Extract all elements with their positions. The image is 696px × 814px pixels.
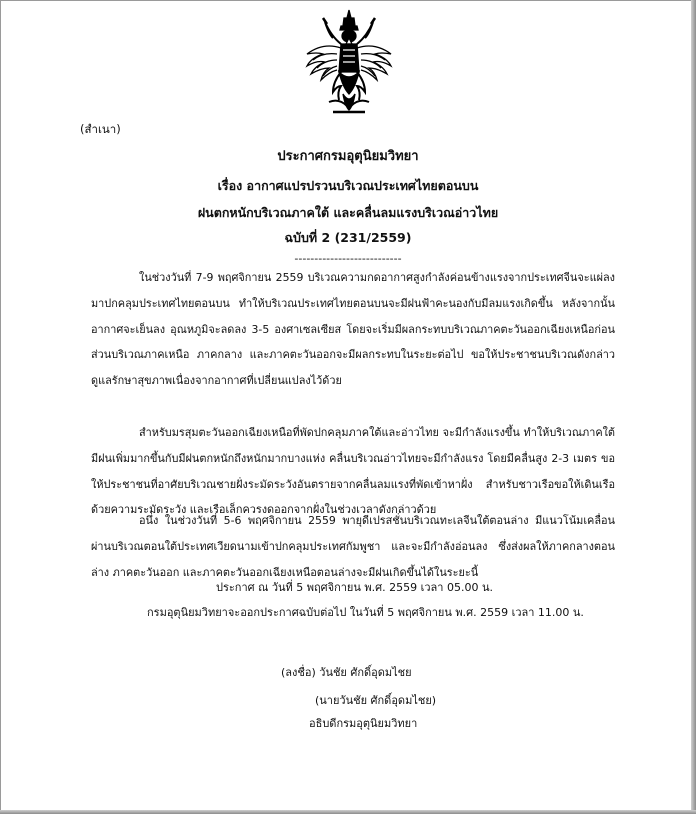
page-shadow-right	[691, 0, 696, 814]
separator-rule: ---------------------------	[294, 252, 402, 265]
paragraph-1: ในช่วงวันที่ 7-9 พฤศจิกายน 2559 บริเวณความกดอากาศสูงกำลังค่อนข้างแรงจากประเทศจีนจะแผ่ลงมาปกคลุมประเทศไทยตอนบน ทำให้บริเวณประเทศไทยตอนบนจะมีฝนฟ้าคะนองกับมีลมแรงเกิดขึ้น หลังจากนั้นอากาศจะเย็นลง อุณหภูมิจะลดลง 3-5 องศาเซลเซียส โดยจะเริ่มมีผลกระทบบริเวณภาคตะวันออกเฉียงเหนือก่อน ส่วนบริเวณภาคเหนือ ภาคกลาง และภาคตะวันออกจะมีผลกระทบในระยะต่อไป ขอให้ประชาชนบริเวณดังกล่าวดูแลรักษาสุขภาพเนื่องจากอากาศที่เปลี่ยนแปลงไว้ด้วย	[91, 271, 615, 388]
subject-line-2: ฝนตกหนักบริเวณภาคใต้ และคลื่นลมแรงบริเวณอ่าวไทย	[197, 205, 499, 220]
announcement-title: ประกาศกรมอุตุนิยมวิทยา	[277, 149, 419, 164]
issue-number: ฉบับที่ 2 (231/2559)	[284, 230, 412, 245]
next-issue-note: กรมอุตุนิยมวิทยาจะออกประกาศฉบับต่อไป ในวันที่ 5 พฤศจิกายน พ.ศ. 2559 เวลา 11.00 น.	[147, 606, 584, 619]
announced-date: ประกาศ ณ วันที่ 5 พฤศจิกายน พ.ศ. 2559 เวลา 05.00 น.	[216, 581, 493, 594]
signer-position: อธิบดีกรมอุตุนิยมวิทยา	[309, 717, 418, 730]
signature-line: (ลงชื่อ) วันชัย ศักดิ์อุดมไชย	[281, 666, 412, 679]
garuda-emblem-icon	[303, 8, 395, 118]
paragraph-2: สำหรับมรสุมตะวันออกเฉียงเหนือที่พัดปกคลุมภาคใต้และอ่าวไทย จะมีกำลังแรงขึ้น ทำให้บริเวณภาคใต้มีฝนเพิ่มมากขึ้นกับมีฝนตกหนักถึงหนักมากบางแห่ง คลื่นบริเวณอ่าวไทยจะมีกำลังแรง โดยมีคลื่นสูง 2-3 เมตร ขอให้ประชาชนที่อาศัยบริเวณชายฝั่งระมัดระวังอันตรายจากคลื่นลมแรงที่พัดเข้าหาฝั่ง สำหรับชาวเรือขอให้เดินเรือด้วยความระมัดระวัง และเรือเล็กควรงดออกจากฝั่งในช่วงเวลาดังกล่าวด้วย	[91, 426, 615, 517]
page-shadow-bottom	[0, 810, 696, 814]
paragraph-3-block	[91, 508, 615, 585]
paragraph-3: อนึ่ง ในช่วงวันที่ 5-6 พฤศจิกายน 2559 พายุดีเปรสชั่นบริเวณทะเลจีนใต้ตอนล่าง มีแนวโน้มเคลื่อนผ่านบริเวณตอนใต้ประเทศเวียดนามเข้าปกคลุมประเทศกัมพูชา และจะมีกำลังอ่อนลง ซึ่งส่งผลให้ภาคกลางตอนล่าง ภาคตะวันออก และภาคตะวันออกเฉียงเหนือตอนล่างจะมีฝนเกิดขึ้นได้ในระยะนี้	[91, 514, 615, 579]
signer-name: (นายวันชัย ศักดิ์อุดมไชย)	[315, 694, 437, 707]
copy-label: (สำเนา)	[80, 122, 121, 136]
paragraph-1-block	[91, 265, 615, 394]
subject-line-1: เรื่อง อากาศแปรปรวนบริเวณประเทศไทยตอนบน	[217, 178, 479, 193]
